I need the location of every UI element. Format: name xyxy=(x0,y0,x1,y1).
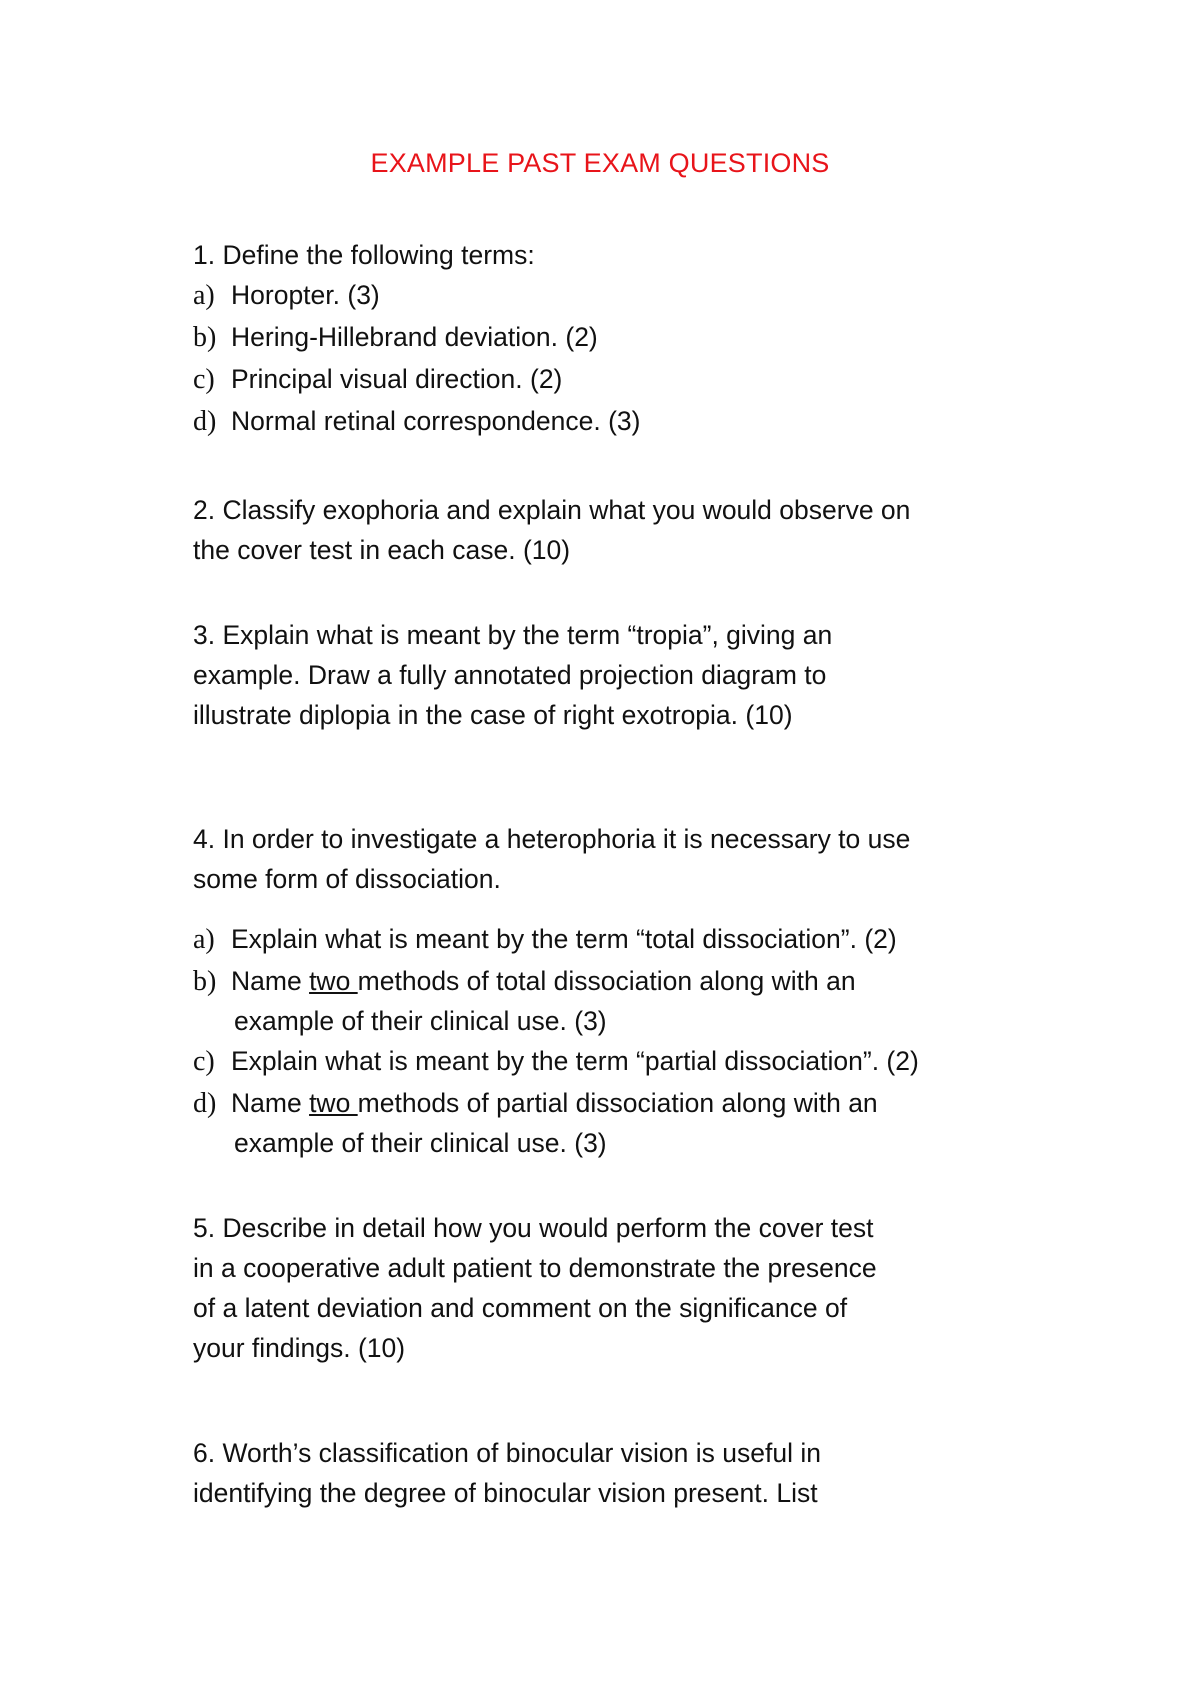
item-text: Horopter. (3) xyxy=(231,280,380,310)
item-letter: d) xyxy=(193,1088,217,1119)
question-5-line-2: in a cooperative adult patient to demonstrate the presence xyxy=(193,1253,877,1283)
question-4-line-1: 4. In order to investigate a heterophoria it is necessary to use xyxy=(193,824,911,854)
item-letter: a) xyxy=(193,280,215,311)
item-text-post: methods of total dissociation along with an xyxy=(357,966,856,996)
question-4-item-b xyxy=(193,961,856,1002)
question-1-item-a xyxy=(193,275,380,316)
question-4-line-2: some form of dissociation. xyxy=(193,864,501,894)
question-6-line-2: identifying the degree of binocular vision present. List xyxy=(193,1478,818,1508)
item-text: Explain what is meant by the term “partial dissociation”. (2) xyxy=(231,1046,919,1076)
question-3-line-3: illustrate diplopia in the case of right exotropia. (10) xyxy=(193,700,793,730)
item-text: Normal retinal correspondence. (3) xyxy=(231,406,641,436)
question-4-item-d xyxy=(193,1083,878,1124)
question-6-line-1: 6. Worth’s classification of binocular vision is useful in xyxy=(193,1438,821,1468)
item-letter: b) xyxy=(193,322,217,353)
question-3-line-1: 3. Explain what is meant by the term “tropia”, giving an xyxy=(193,620,833,650)
item-text: Hering-Hillebrand deviation. (2) xyxy=(231,322,598,352)
question-2-line-2: the cover test in each case. (10) xyxy=(193,535,571,565)
item-text-pre: Name xyxy=(231,966,310,996)
question-4-item-b-continuation: example of their clinical use. (3) xyxy=(234,1006,607,1036)
item-text: Principal visual direction. (2) xyxy=(231,364,563,394)
item-letter: c) xyxy=(193,364,215,395)
item-text-pre: Name xyxy=(231,1088,310,1118)
question-1-item-c xyxy=(193,359,562,400)
item-text: Explain what is meant by the term “total dissociation”. (2) xyxy=(231,924,897,954)
question-5-line-4: your findings. (10) xyxy=(193,1333,406,1363)
question-1-stem: 1. Define the following terms: xyxy=(193,240,535,270)
question-5-line-1: 5. Describe in detail how you would perform the cover test xyxy=(193,1213,874,1243)
question-2-line-1: 2. Classify exophoria and explain what you would observe on xyxy=(193,495,911,525)
page-title: EXAMPLE PAST EXAM QUESTIONS xyxy=(370,148,830,178)
question-4-item-a xyxy=(193,919,897,960)
item-letter: b) xyxy=(193,966,217,997)
question-1-item-b xyxy=(193,317,598,358)
underlined-word: two xyxy=(309,1088,358,1118)
item-letter: d) xyxy=(193,406,217,437)
question-4-item-c xyxy=(193,1041,919,1082)
question-5-line-3: of a latent deviation and comment on the significance of xyxy=(193,1293,848,1323)
item-letter: a) xyxy=(193,924,215,955)
item-text-post: methods of partial dissociation along with an xyxy=(357,1088,878,1118)
question-1-item-d xyxy=(193,401,640,442)
question-3-line-2: example. Draw a fully annotated projection diagram to xyxy=(193,660,827,690)
item-letter: c) xyxy=(193,1046,215,1077)
question-4-item-d-continuation: example of their clinical use. (3) xyxy=(234,1128,607,1158)
underlined-word: two xyxy=(309,966,358,996)
